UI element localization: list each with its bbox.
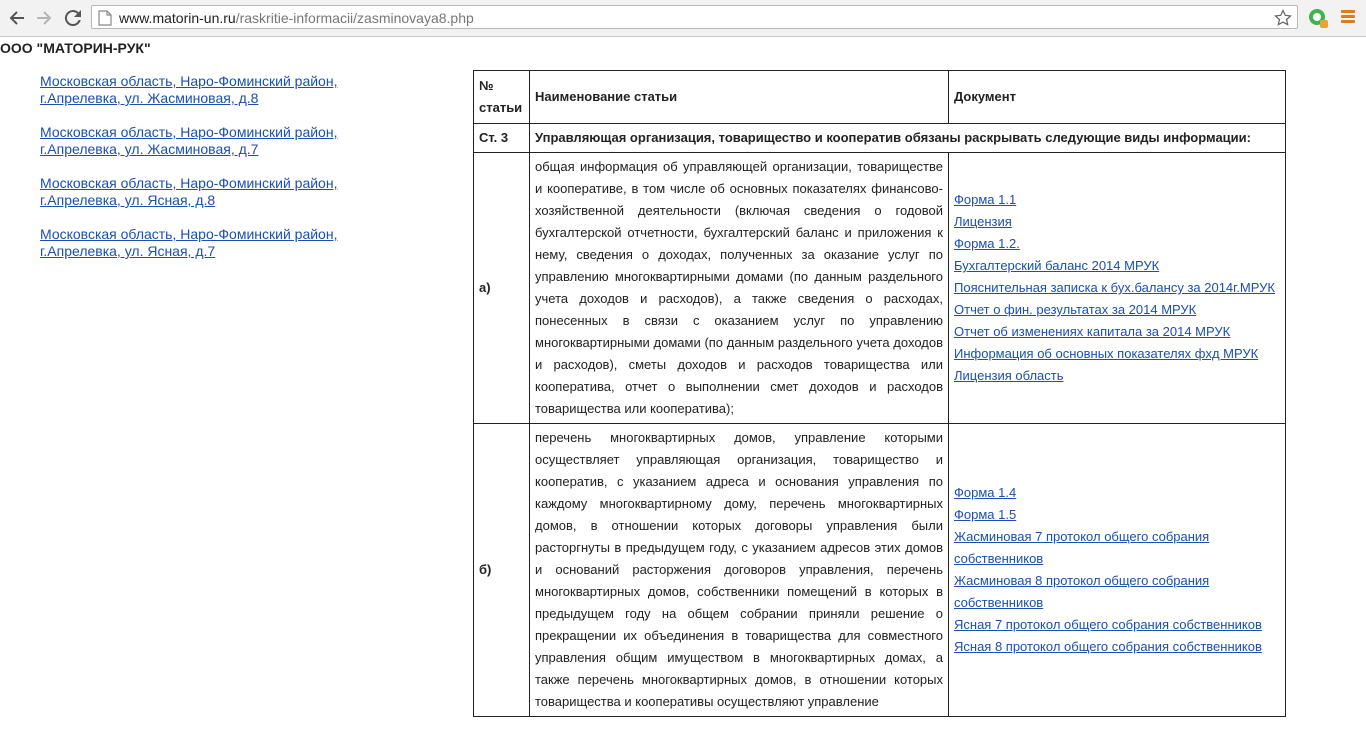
doc-link[interactable]: Форма 1.4 <box>954 485 1017 500</box>
address-bar[interactable] <box>91 5 1298 29</box>
doc-link[interactable]: Форма 1.1 <box>954 192 1017 207</box>
arrow-right-icon <box>32 6 56 30</box>
address-link[interactable]: Московская область, Наро-Фоминский район, г.Апрелевка, ул. Жасминовая, д.7 <box>40 124 338 157</box>
reload-button[interactable] <box>61 6 85 30</box>
doc-link[interactable]: Отчет о фин. результатах за 2014 МРУК <box>954 302 1197 317</box>
table-row <box>474 424 1286 717</box>
doc-link[interactable]: Информация об основных показателях фхд МРУК <box>954 346 1259 361</box>
row-docs <box>949 153 1286 424</box>
row-num: б) <box>474 424 530 717</box>
bookmark-star-icon[interactable] <box>1273 8 1293 28</box>
disclosure-table <box>473 70 1286 717</box>
section-num: Ст. 3 <box>474 124 530 153</box>
header-doc: Документ <box>949 71 1286 124</box>
arrow-left-icon <box>5 6 29 30</box>
doc-link[interactable]: Отчет об изменениях капитала за 2014 МРУК <box>954 324 1231 339</box>
forward-button[interactable] <box>32 6 56 30</box>
doc-link[interactable]: Лицензия область <box>954 368 1064 383</box>
doc-link[interactable]: Пояснительная записка к бух.балансу за 2014г.МРУК <box>954 280 1275 295</box>
doc-link[interactable]: Ясная 7 протокол общего собрания собственников <box>954 617 1262 632</box>
menu-icon[interactable] <box>1341 10 1355 24</box>
doc-link[interactable]: Форма 1.5 <box>954 507 1017 522</box>
section-row <box>474 124 1286 153</box>
doc-link[interactable]: Ясная 8 протокол общего собрания собственников <box>954 639 1262 654</box>
address-list <box>40 73 340 277</box>
section-text: Управляющая организация, товарищество и кооператив обязаны раскрывать следующие виды информации: <box>530 124 1286 153</box>
doc-link[interactable]: Жасминовая 7 протокол общего собрания собственников <box>954 529 1210 566</box>
doc-link[interactable]: Форма 1.2. <box>954 236 1020 251</box>
address-link[interactable]: Московская область, Наро-Фоминский район, г.Апрелевка, ул. Ясная, д.8 <box>40 175 338 208</box>
extension-icon[interactable] <box>1307 7 1329 29</box>
url-path: /raskritie-informacii/zasminovaya8.php <box>235 10 474 26</box>
header-num: № статьи <box>474 71 530 124</box>
url-text[interactable] <box>119 10 474 26</box>
page-icon <box>98 10 112 26</box>
browser-toolbar <box>0 0 1366 37</box>
reload-icon <box>61 6 85 30</box>
org-title: ООО "МАТОРИН-РУК" <box>0 40 151 56</box>
row-text: общая информация об управляющей организации, товариществе и кооперативе, в том числе об основных показателях финансово-хозяйственной деятельности (включая сведения о годовой бухгалтерской отчетности, бухгалтерский баланс и приложения к нему, сведения о доходах, полученных за оказание услуг по управлению многоквартирными домами (по данным раздельного учета доходов и расходов), а также сведения о расходах, понесенных в связи с оказанием услуг по управлению многоквартирными домами (по данным раздельного учета доходов и расходов), сметы доходов и расходов товарищества или кооператива, отчет о выполнении смет доходов и расходов товарищества или кооператива); <box>530 153 949 424</box>
row-num: а) <box>474 153 530 424</box>
doc-link[interactable]: Лицензия <box>954 214 1012 229</box>
header-name: Наименование статьи <box>530 71 949 124</box>
doc-link[interactable]: Жасминовая 8 протокол общего собрания собственников <box>954 573 1210 610</box>
table-header-row <box>474 71 1286 124</box>
doc-link[interactable]: Бухгалтерский баланс 2014 МРУК <box>954 258 1160 273</box>
url-host: www.matorin-un.ru <box>119 10 236 26</box>
table-row <box>474 153 1286 424</box>
address-link[interactable]: Московская область, Наро-Фоминский район, г.Апрелевка, ул. Жасминовая, д.8 <box>40 73 338 106</box>
row-text: перечень многоквартирных домов, управление которыми осуществляет управляющая организация, товарищество и кооператив, с указанием адреса и основания управления по каждому многоквартирному дому, перечень многоквартирных домов, в отношении которых договоры управления были расторгнуты в предыдущем году, с указанием адресов этих домов и оснований расторжения договоров управления, перечень многоквартирных домов, собственники помещений в которых в предыдущем году на общем собрании приняли решение о прекращении их объединения в товарищества для совместного управления общим имуществом в многоквартирных домах, а также перечень многоквартирных домов, в отношении которых товарищества и кооперативы осуществляют управление <box>530 424 949 717</box>
address-link[interactable]: Московская область, Наро-Фоминский район, г.Апрелевка, ул. Ясная, д.7 <box>40 226 338 259</box>
row-docs <box>949 424 1286 717</box>
back-button[interactable] <box>5 6 29 30</box>
